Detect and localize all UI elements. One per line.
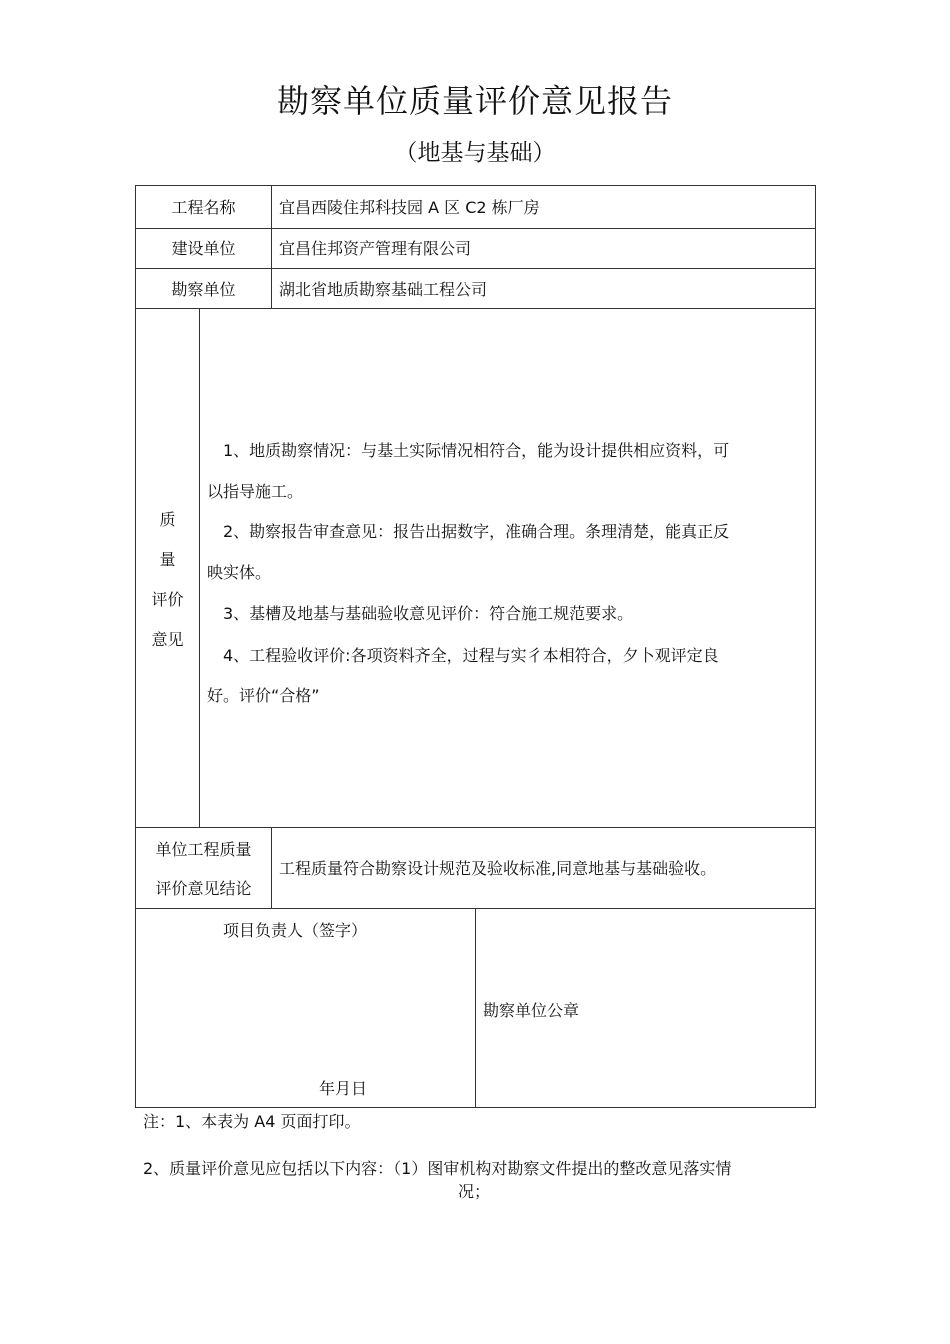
quality-label-char: 量	[159, 550, 176, 569]
project-leader-signature-label: 项目负责人（签字）	[223, 921, 368, 940]
quality-label-char: 评价	[151, 590, 184, 609]
row-divider	[135, 228, 816, 229]
quality-item-3-line-1: 3、基槽及地基与基础验收意见评价：符合施工规范要求。	[223, 604, 634, 623]
quality-item-4-line-2: 好。评价“合格”	[207, 686, 320, 705]
signature-date-label: 年月日	[319, 1079, 368, 1098]
survey-unit-label: 勘察单位	[171, 280, 236, 299]
column-divider	[199, 308, 200, 827]
quality-item-1-line-2: 以指导施工。	[207, 482, 304, 501]
note-2-line-1: 2、质量评价意见应包括以下内容：（1）图审机构对勘察文件提出的整改意见落实情	[143, 1159, 732, 1178]
column-divider	[271, 185, 272, 308]
note-1: 注：1、本表为 A4 页面打印。	[143, 1112, 361, 1131]
builder-label: 建设单位	[171, 239, 236, 258]
row-divider	[135, 827, 816, 828]
document-subtitle: （地基与基础）	[394, 140, 556, 166]
quality-label-char: 意见	[151, 630, 184, 649]
column-divider	[475, 908, 476, 1108]
quality-item-4-line-1: 4、工程验收评价:各项资料齐全，过程与实彳本相符合，夕卜观评定良	[223, 646, 719, 665]
survey-unit-value: 湖北省地质勘察基础工程公司	[279, 280, 488, 299]
quality-item-2-line-2: 映实体。	[207, 563, 272, 582]
conclusion-value: 工程质量符合勘察设计规范及验收标准,同意地基与基础验收。	[279, 859, 717, 878]
quality-label-char: 质	[159, 510, 176, 529]
row-divider	[135, 308, 816, 309]
document-title: 勘察单位质量评价意见报告	[276, 82, 673, 120]
survey-unit-seal-label: 勘察单位公章	[483, 1001, 580, 1020]
project-name-value: 宜昌西陵住邦科技园 A 区 C2 栋厂房	[279, 198, 540, 217]
quality-evaluation-label	[136, 500, 199, 660]
project-name-label: 工程名称	[171, 198, 236, 217]
conclusion-label-line-2: 评价意见结论	[155, 879, 252, 898]
note-2-line-2: 况；	[458, 1182, 491, 1201]
column-divider	[271, 827, 272, 908]
conclusion-label-line-1: 单位工程质量	[155, 840, 252, 859]
row-divider	[135, 268, 816, 269]
quality-item-1-line-1: 1、地质勘察情况：与基土实际情况相符合，能为设计提供相应资料，可	[223, 441, 730, 460]
builder-value: 宜昌住邦资产管理有限公司	[279, 239, 472, 258]
quality-item-2-line-1: 2、勘察报告审查意见：报告出据数字，准确合理。条理清楚，能真正反	[223, 522, 730, 541]
